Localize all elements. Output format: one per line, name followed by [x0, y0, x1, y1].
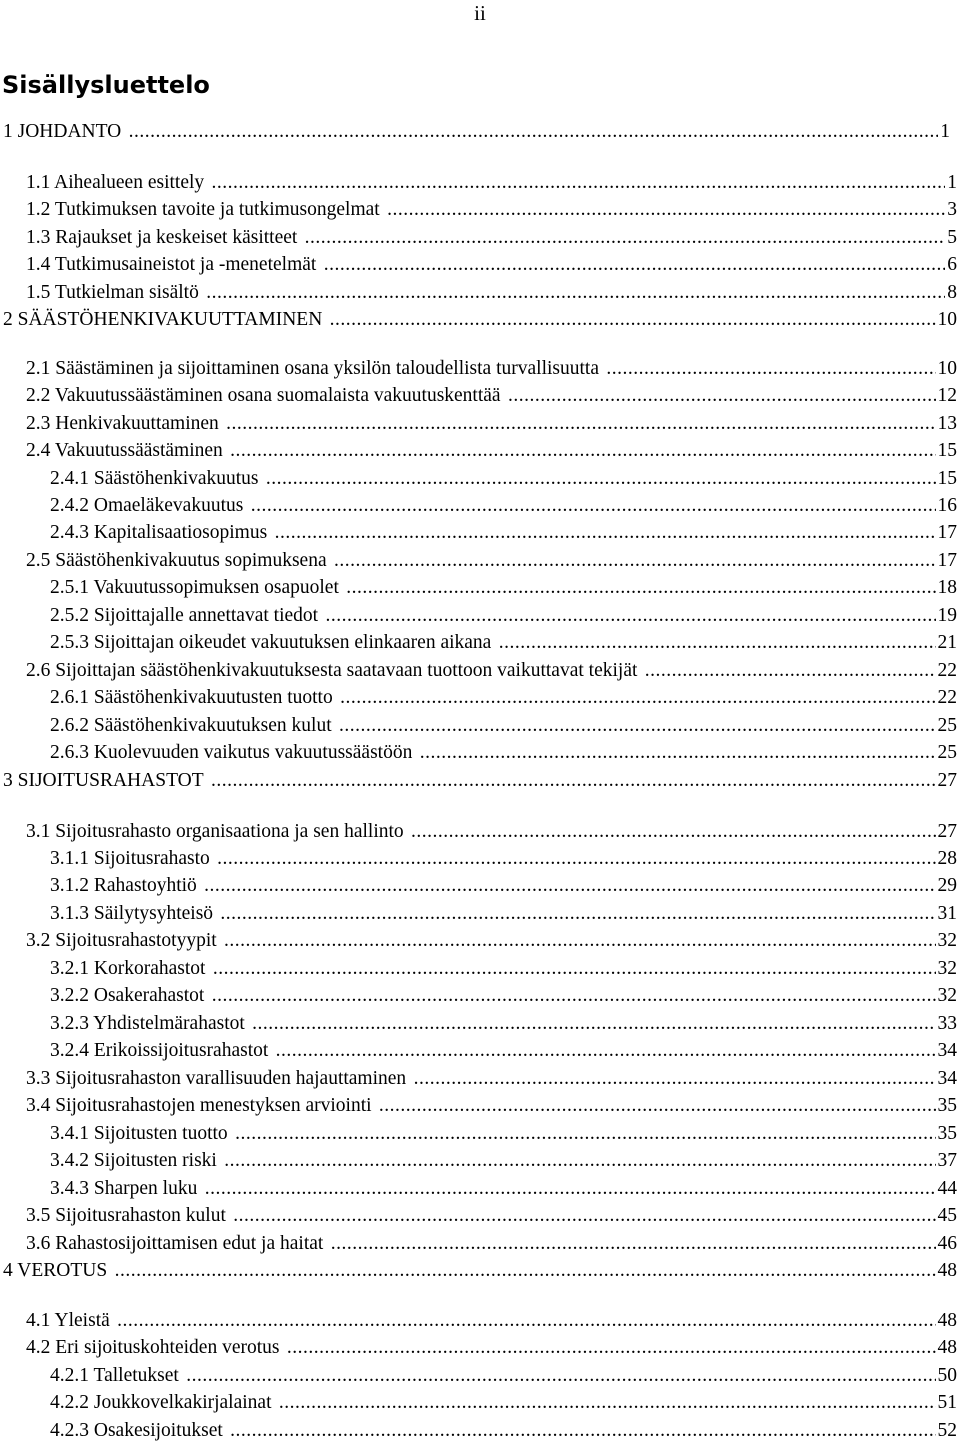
toc-entry-page-number: 29	[936, 872, 958, 899]
toc-entry-title: 3.5 Sijoitusrahaston kulut .....	[26, 1202, 957, 1229]
toc-entry-page-number: 12	[936, 382, 958, 409]
toc-entry-page-number: 28	[936, 845, 958, 872]
toc-entry-title: 1.1 Aihealueen esittely .....	[26, 169, 957, 196]
toc-entry-title: 3.1.2 Rahastoyhtiö .....	[50, 872, 957, 899]
toc-entry[interactable]	[50, 739, 957, 766]
page-number: ii	[474, 1, 486, 25]
toc-entry-title: 2.4.1 Säästöhenkivakuutus .....	[50, 465, 957, 492]
toc-entry[interactable]	[50, 629, 957, 656]
toc-entry-page-number: 48	[936, 1334, 958, 1361]
toc-entry-title: 3.2.2 Osakerahastot .....	[50, 982, 957, 1009]
toc-entry-title: 1.4 Tutkimusaineistot ja -menetelmät .....	[26, 251, 957, 278]
toc-entry-title: 4.2.3 Osakesijoitukset .....	[50, 1417, 957, 1444]
toc-entry-title: 2.4 Vakuutussäästäminen .....	[26, 437, 957, 464]
toc-entry-title: 3.4.2 Sijoitusten riski .....	[50, 1147, 957, 1174]
toc-entry-title: 2.2 Vakuutussäästäminen osana suomalaista vakuutuskenttää .....	[26, 382, 957, 409]
toc-entry-title: 2.6 Sijoittajan säästöhenkivakuutuksesta saatavaan tuottoon vaikuttavat tekijät .....	[26, 657, 957, 684]
toc-entry-title: 2 SÄÄSTÖHENKIVAKUUTTAMINEN .....	[3, 306, 957, 333]
toc-entry-page-number: 32	[936, 982, 958, 1009]
toc-entry-title: 2.6.1 Säästöhenkivakuutusten tuotto .....	[50, 684, 957, 711]
toc-entry-title: 1.5 Tutkielman sisältö .....	[26, 279, 957, 306]
toc-entry-title: 3.4.3 Sharpen luku .....	[50, 1175, 957, 1202]
toc-entry-page-number: 46	[936, 1230, 958, 1257]
toc-entry[interactable]	[50, 684, 957, 711]
toc-entry-page-number: 15	[936, 465, 958, 492]
toc-entry-page-number: 6	[945, 251, 957, 278]
toc-entry-page-number: 34	[936, 1037, 958, 1064]
toc-entry-title: 3.4 Sijoitusrahastojen menestyksen arviointi .....	[26, 1092, 957, 1119]
toc-entry-title: 2.5.2 Sijoittajalle annettavat tiedot .....	[50, 602, 957, 629]
toc-entry-page-number: 17	[936, 547, 958, 574]
toc-entry-page-number: 17	[936, 519, 958, 546]
toc-entry-page-number: 18	[936, 574, 958, 601]
toc-entry-title: 2.3 Henkivakuuttaminen .....	[26, 410, 957, 437]
toc-entry[interactable]	[50, 465, 957, 492]
toc-entry[interactable]	[3, 767, 957, 794]
toc-entry[interactable]	[26, 355, 957, 382]
toc-entry-title: 3.1 Sijoitusrahasto organisaationa ja sen hallinto .....	[26, 818, 957, 845]
toc-entry[interactable]	[50, 574, 957, 601]
toc-entry[interactable]	[50, 1147, 957, 1174]
toc-entry-title: 3.2.1 Korkorahastot .....	[50, 955, 957, 982]
toc-entry[interactable]	[50, 519, 957, 546]
toc-entry[interactable]	[26, 1334, 957, 1361]
toc-entry-title: 1 JOHDANTO .....	[3, 118, 950, 145]
toc-entry[interactable]	[3, 1257, 957, 1284]
toc-entry-title: 3.2 Sijoitusrahastotyypit .....	[26, 927, 957, 954]
toc-entry-title: 2.4.3 Kapitalisaatiosopimus .....	[50, 519, 957, 546]
toc-entry-page-number: 19	[936, 602, 958, 629]
toc-entry[interactable]	[26, 1092, 957, 1119]
toc-entry-page-number: 10	[936, 306, 958, 333]
toc-entry[interactable]	[50, 602, 957, 629]
toc-entry[interactable]	[26, 657, 957, 684]
toc-entry[interactable]	[26, 279, 957, 306]
toc-entry-page-number: 35	[936, 1120, 958, 1147]
toc-entry-title: 4.2.1 Talletukset .....	[50, 1362, 957, 1389]
toc-entry-title: 2.1 Säästäminen ja sijoittaminen osana yksilön taloudellista turvallisuutta .....	[26, 355, 957, 382]
toc-entry[interactable]	[26, 224, 957, 251]
toc-entry-page-number: 50	[936, 1362, 958, 1389]
toc-entry[interactable]	[50, 1175, 957, 1202]
toc-entry-title: 4 VEROTUS .....	[3, 1257, 957, 1284]
toc-entry-page-number: 48	[936, 1257, 958, 1284]
toc-entry[interactable]	[26, 1230, 957, 1257]
toc-entry[interactable]	[50, 845, 957, 872]
toc-entry-title: 1.3 Rajaukset ja keskeiset käsitteet .....	[26, 224, 957, 251]
toc-entry-page-number: 44	[936, 1175, 958, 1202]
toc-entry-title: 3.1.1 Sijoitusrahasto .....	[50, 845, 957, 872]
toc-entry[interactable]	[26, 437, 957, 464]
toc-entry[interactable]	[26, 382, 957, 409]
toc-entry-title: 3.4.1 Sijoitusten tuotto .....	[50, 1120, 957, 1147]
toc-entry-page-number: 8	[945, 279, 957, 306]
toc-entry[interactable]	[50, 1389, 957, 1416]
toc-entry-title: 3.1.3 Säilytysyhteisö .....	[50, 900, 957, 927]
toc-entry-page-number: 51	[936, 1389, 958, 1416]
toc-entry[interactable]	[26, 1065, 957, 1092]
toc-entry[interactable]	[26, 410, 957, 437]
toc-entry-page-number: 1	[938, 118, 950, 145]
toc-entry[interactable]	[50, 712, 957, 739]
toc-entry-title: 2.5.1 Vakuutussopimuksen osapuolet .....	[50, 574, 957, 601]
toc-entry[interactable]	[50, 1417, 957, 1444]
toc-entry-title: 3.3 Sijoitusrahaston varallisuuden hajauttaminen .....	[26, 1065, 957, 1092]
toc-entry-title: 4.2 Eri sijoituskohteiden verotus .....	[26, 1334, 957, 1361]
toc-entry-page-number: 3	[945, 196, 957, 223]
toc-entry-page-number: 13	[936, 410, 958, 437]
toc-entry-page-number: 37	[936, 1147, 958, 1174]
toc-entry[interactable]	[26, 927, 957, 954]
toc-entry[interactable]	[50, 982, 957, 1009]
toc-entry-page-number: 21	[936, 629, 958, 656]
toc-entry-page-number: 32	[936, 927, 958, 954]
toc-entry-page-number: 15	[936, 437, 958, 464]
toc-entry-title: 4.1 Yleistä .....	[26, 1307, 957, 1334]
toc-entry-page-number: 35	[936, 1092, 958, 1119]
toc-entry[interactable]	[3, 118, 950, 145]
toc-entry-title: 3.6 Rahastosijoittamisen edut ja haitat .....	[26, 1230, 957, 1257]
toc-entry-page-number: 45	[936, 1202, 958, 1229]
toc-entry-page-number: 33	[936, 1010, 958, 1037]
toc-title: Sisällysluettelo	[2, 71, 210, 99]
toc-entry-page-number: 27	[936, 767, 958, 794]
toc-entry-page-number: 25	[936, 739, 958, 766]
toc-entry[interactable]	[26, 547, 957, 574]
toc-entry-title: 2.6.2 Säästöhenkivakuutuksen kulut .....	[50, 712, 957, 739]
toc-entry-title: 3.2.3 Yhdistelmärahastot .....	[50, 1010, 957, 1037]
toc-entry-page-number: 22	[936, 657, 958, 684]
toc-entry[interactable]	[26, 251, 957, 278]
toc-entry-page-number: 10	[936, 355, 958, 382]
toc-entry[interactable]	[50, 955, 957, 982]
toc-entry-title: 3 SIJOITUSRAHASTOT .....	[3, 767, 957, 794]
toc-entry[interactable]	[50, 1010, 957, 1037]
toc-entry[interactable]	[50, 900, 957, 927]
toc-entry-title: 1.2 Tutkimuksen tavoite ja tutkimusongelmat .....	[26, 196, 957, 223]
toc-entry[interactable]	[3, 306, 957, 333]
toc-entry-title: 3.2.4 Erikoissijoitusrahastot .....	[50, 1037, 957, 1064]
toc-entry[interactable]	[50, 1120, 957, 1147]
toc-entry[interactable]	[50, 1037, 957, 1064]
toc-entry-page-number: 34	[936, 1065, 958, 1092]
toc-entry[interactable]	[26, 1202, 957, 1229]
toc-entry[interactable]	[50, 872, 957, 899]
toc-entry-page-number: 48	[936, 1307, 958, 1334]
toc-entry-page-number: 52	[936, 1417, 958, 1444]
toc-entry[interactable]	[50, 1362, 957, 1389]
toc-entry-title: 2.5 Säästöhenkivakuutus sopimuksena .....	[26, 547, 957, 574]
toc-entry-title: 2.6.3 Kuolevuuden vaikutus vakuutussäästöön .....	[50, 739, 957, 766]
toc-entry-page-number: 25	[936, 712, 958, 739]
toc-entry[interactable]	[26, 196, 957, 223]
toc-entry-page-number: 22	[936, 684, 958, 711]
toc-entry-page-number: 27	[936, 818, 958, 845]
toc-entry[interactable]	[26, 1307, 957, 1334]
toc-entry[interactable]	[26, 818, 957, 845]
toc-entry-title: 4.2.2 Joukkovelkakirjalainat .....	[50, 1389, 957, 1416]
toc-entry-page-number: 16	[936, 492, 958, 519]
toc-entry-page-number: 1	[945, 169, 957, 196]
toc-entry-page-number: 5	[945, 224, 957, 251]
toc-entry-page-number: 32	[936, 955, 958, 982]
toc-entry-title: 2.4.2 Omaeläkevakuutus .....	[50, 492, 957, 519]
toc-entry[interactable]	[26, 169, 957, 196]
toc-entry[interactable]	[50, 492, 957, 519]
toc-entry-title: 2.5.3 Sijoittajan oikeudet vakuutuksen elinkaaren aikana .....	[50, 629, 957, 656]
toc-entry-page-number: 31	[936, 900, 958, 927]
